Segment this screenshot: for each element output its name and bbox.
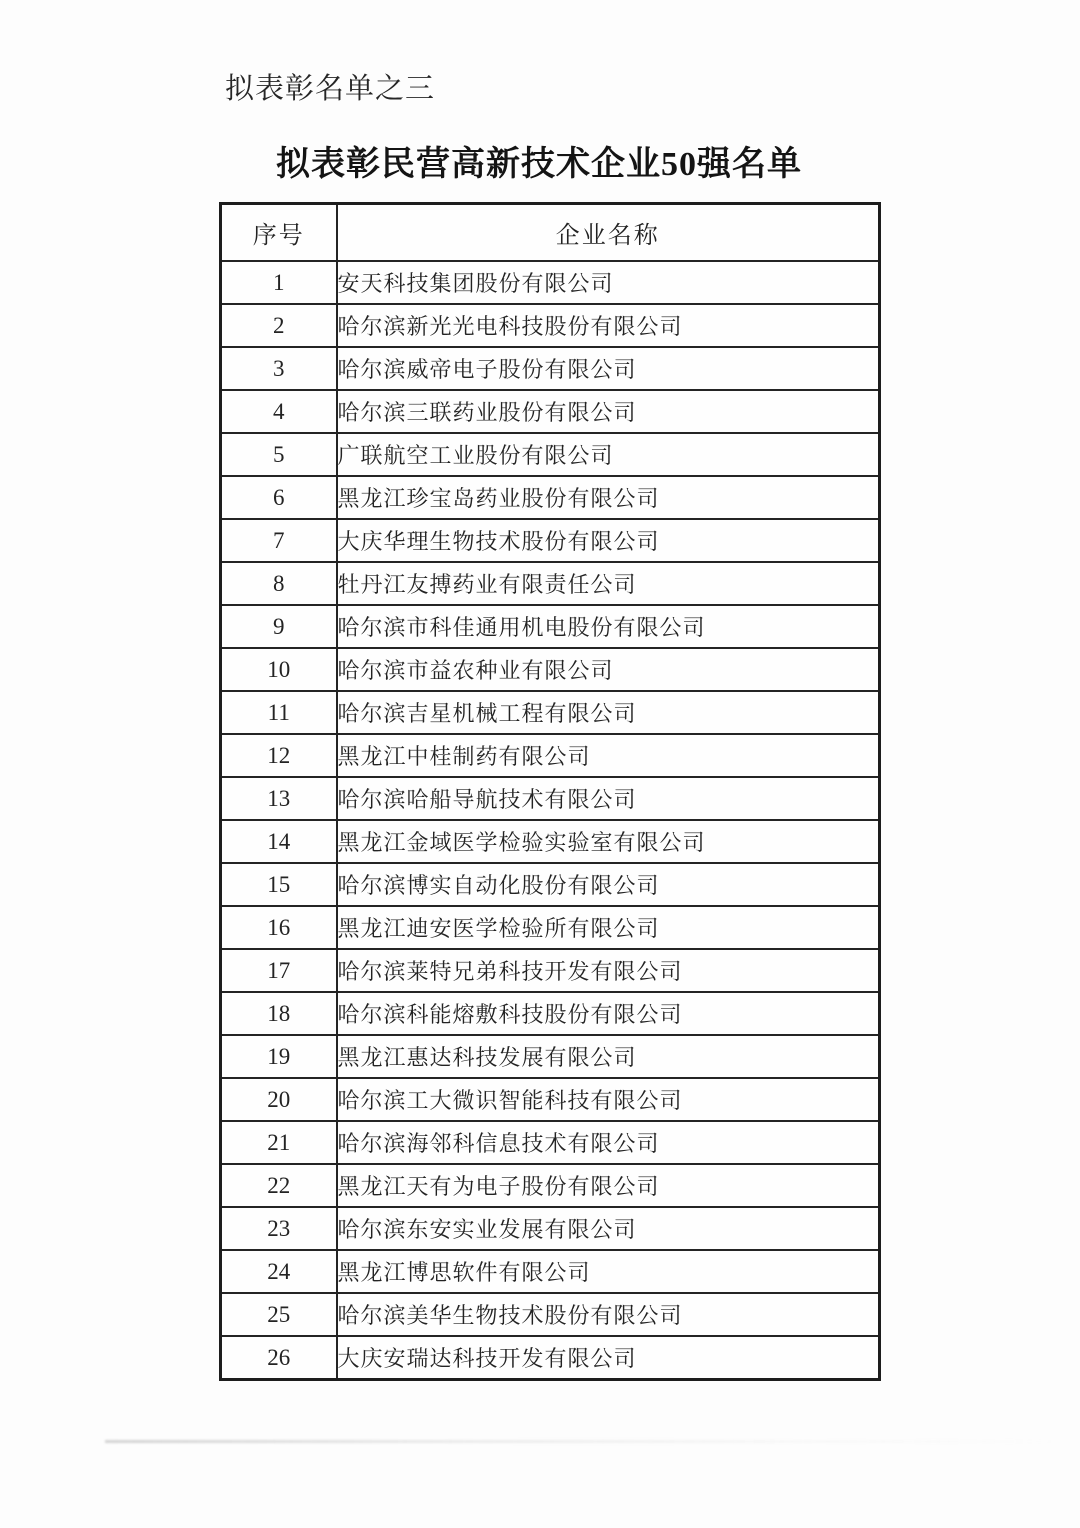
company-name: 哈尔滨工大微识智能科技有限公司 [337,1078,880,1121]
table-row [221,1293,880,1336]
company-name: 哈尔滨威帝电子股份有限公司 [337,347,880,390]
row-number: 13 [221,777,337,820]
row-number: 20 [221,1078,337,1121]
table-row [221,304,880,347]
row-number: 21 [221,1121,337,1164]
company-name: 黑龙江金域医学检验实验室有限公司 [337,820,880,863]
companies-table [219,202,881,1381]
table-row [221,347,880,390]
company-name: 哈尔滨莱特兄弟科技开发有限公司 [337,949,880,992]
row-number: 24 [221,1250,337,1293]
row-number: 4 [221,390,337,433]
row-number: 14 [221,820,337,863]
page-title: 拟表彰民营高新技术企业50强名单 [276,146,802,183]
row-number: 23 [221,1207,337,1250]
company-name: 广联航空工业股份有限公司 [337,433,880,476]
row-number: 8 [221,562,337,605]
table-row [221,734,880,777]
company-name: 黑龙江惠达科技发展有限公司 [337,1035,880,1078]
company-name: 大庆安瑞达科技开发有限公司 [337,1336,880,1380]
scan-artifact-line [105,1440,1055,1443]
row-number: 10 [221,648,337,691]
company-name: 黑龙江珍宝岛药业股份有限公司 [337,476,880,519]
row-number: 18 [221,992,337,1035]
row-number: 3 [221,347,337,390]
table-row [221,992,880,1035]
company-name: 牡丹江友搏药业有限责任公司 [337,562,880,605]
table-row [221,1121,880,1164]
row-number: 15 [221,863,337,906]
company-name: 哈尔滨博实自动化股份有限公司 [337,863,880,906]
table-row [221,605,880,648]
table-row [221,1035,880,1078]
company-name: 哈尔滨东安实业发展有限公司 [337,1207,880,1250]
company-name: 哈尔滨科能熔敷科技股份有限公司 [337,992,880,1035]
table-row [221,433,880,476]
company-name: 哈尔滨哈船导航技术有限公司 [337,777,880,820]
company-name: 哈尔滨吉星机械工程有限公司 [337,691,880,734]
table-row [221,1207,880,1250]
table-row [221,1078,880,1121]
row-number: 22 [221,1164,337,1207]
table-header-row [221,204,880,262]
row-number: 19 [221,1035,337,1078]
company-name: 哈尔滨新光光电科技股份有限公司 [337,304,880,347]
row-number: 9 [221,605,337,648]
table-row [221,261,880,304]
company-name: 哈尔滨市科佳通用机电股份有限公司 [337,605,880,648]
table-row [221,390,880,433]
row-number: 26 [221,1336,337,1380]
table-row [221,1164,880,1207]
company-name: 大庆华理生物技术股份有限公司 [337,519,880,562]
company-name: 黑龙江迪安医学检验所有限公司 [337,906,880,949]
row-number: 17 [221,949,337,992]
table-row [221,476,880,519]
company-name: 安天科技集团股份有限公司 [337,261,880,304]
row-number: 2 [221,304,337,347]
company-name: 黑龙江博思软件有限公司 [337,1250,880,1293]
column-header-no: 序号 [221,204,337,262]
row-number: 11 [221,691,337,734]
table-row [221,691,880,734]
table-row [221,519,880,562]
table-row [221,1250,880,1293]
page-heading: 拟表彰名单之三 [225,73,436,105]
row-number: 7 [221,519,337,562]
table-row [221,1336,880,1380]
company-name: 哈尔滨美华生物技术股份有限公司 [337,1293,880,1336]
company-name: 黑龙江天有为电子股份有限公司 [337,1164,880,1207]
row-number: 25 [221,1293,337,1336]
table-row [221,820,880,863]
table-row [221,562,880,605]
table-row [221,906,880,949]
row-number: 12 [221,734,337,777]
company-name: 哈尔滨海邻科信息技术有限公司 [337,1121,880,1164]
company-name: 黑龙江中桂制药有限公司 [337,734,880,777]
table-row [221,648,880,691]
table-row [221,777,880,820]
table-row [221,949,880,992]
row-number: 5 [221,433,337,476]
row-number: 16 [221,906,337,949]
company-name: 哈尔滨市益农种业有限公司 [337,648,880,691]
table-row [221,863,880,906]
row-number: 1 [221,261,337,304]
row-number: 6 [221,476,337,519]
column-header-company-name: 企业名称 [337,204,880,262]
company-name: 哈尔滨三联药业股份有限公司 [337,390,880,433]
